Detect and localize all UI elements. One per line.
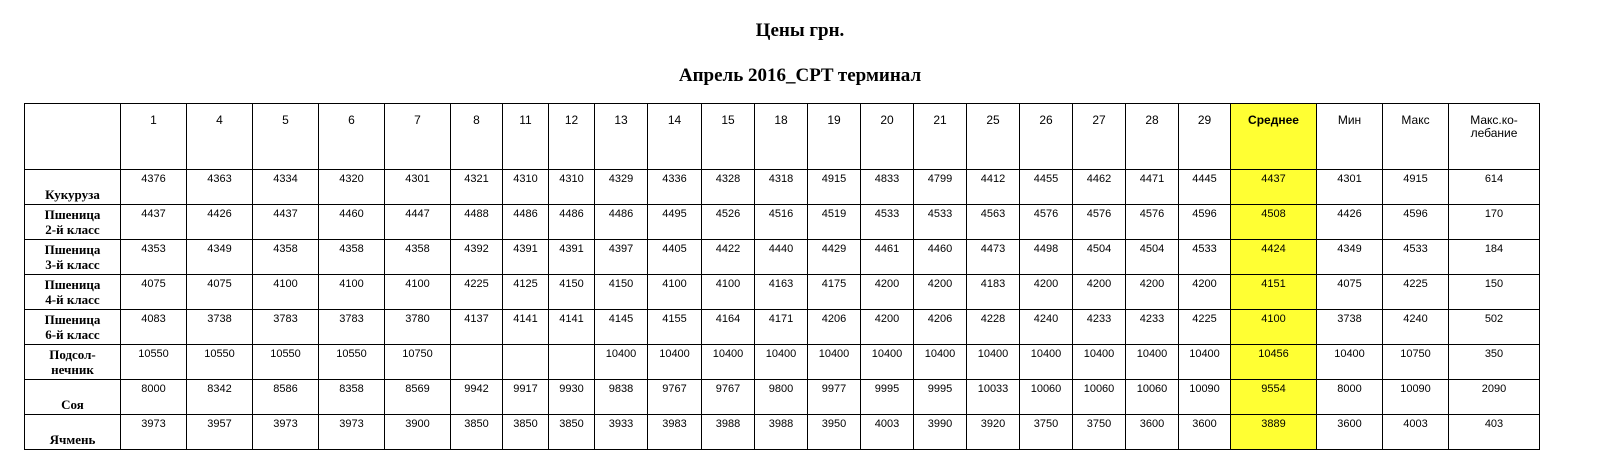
table-cell: 4310: [503, 170, 549, 205]
table-cell: 4422: [702, 240, 755, 275]
table-cell: 4376: [121, 170, 187, 205]
table-cell: 4504: [1126, 240, 1179, 275]
table-row: [25, 345, 1540, 380]
table-cell: 4516: [755, 205, 808, 240]
table-cell: 10750: [385, 345, 451, 380]
table-cell: 8000: [121, 380, 187, 415]
column-header: 26: [1020, 104, 1073, 170]
table-cell: 10090: [1179, 380, 1231, 415]
table-cell: 4460: [319, 205, 385, 240]
table-cell: 3850: [451, 415, 503, 450]
table-cell: 4141: [549, 310, 595, 345]
column-header: Среднее: [1231, 104, 1317, 170]
table-cell: 4397: [595, 240, 648, 275]
table-cell: 4310: [549, 170, 595, 205]
table-cell: 4437: [1231, 170, 1317, 205]
table-cell: 10090: [1383, 380, 1449, 415]
column-header: 21: [914, 104, 967, 170]
table-cell: 4175: [808, 275, 861, 310]
table-cell: 3780: [385, 310, 451, 345]
table-cell: 614: [1449, 170, 1540, 205]
table-cell: [451, 345, 503, 380]
table-cell: 4533: [914, 205, 967, 240]
table-cell: 4301: [1317, 170, 1383, 205]
table-cell: 4563: [967, 205, 1020, 240]
table-cell: [549, 345, 595, 380]
table-cell: 10400: [595, 345, 648, 380]
table-cell: 4486: [595, 205, 648, 240]
table-cell: 10400: [1020, 345, 1073, 380]
table-cell: 10400: [808, 345, 861, 380]
table-cell: 4100: [319, 275, 385, 310]
table-cell: 4429: [808, 240, 861, 275]
table-cell: 4392: [451, 240, 503, 275]
table-cell: 3973: [319, 415, 385, 450]
table-cell: 502: [1449, 310, 1540, 345]
table-cell: 8358: [319, 380, 385, 415]
table-cell: 3957: [187, 415, 253, 450]
table-cell: 4318: [755, 170, 808, 205]
table-cell: 4328: [702, 170, 755, 205]
table-cell: 4533: [861, 205, 914, 240]
table-cell: 4424: [1231, 240, 1317, 275]
table-cell: 10400: [967, 345, 1020, 380]
table-cell: 4321: [451, 170, 503, 205]
price-table: [24, 103, 1540, 450]
table-cell: 4447: [385, 205, 451, 240]
table-cell: 4200: [1073, 275, 1126, 310]
table-cell: 4462: [1073, 170, 1126, 205]
table-cell: 4486: [503, 205, 549, 240]
table-cell: 4498: [1020, 240, 1073, 275]
table-cell: 9767: [702, 380, 755, 415]
column-header: 13: [595, 104, 648, 170]
table-cell: 9554: [1231, 380, 1317, 415]
table-cell: 9838: [595, 380, 648, 415]
table-row: [25, 415, 1540, 450]
table-cell: 4426: [187, 205, 253, 240]
table-cell: 4233: [1126, 310, 1179, 345]
table-cell: 9942: [451, 380, 503, 415]
table-cell: 8569: [385, 380, 451, 415]
table-cell: 3738: [1317, 310, 1383, 345]
table-cell: 4576: [1020, 205, 1073, 240]
column-header: 11: [503, 104, 549, 170]
table-cell: 4486: [549, 205, 595, 240]
row-label: Соя: [25, 380, 121, 415]
table-cell: 4437: [121, 205, 187, 240]
table-cell: 4334: [253, 170, 319, 205]
column-header: 1: [121, 104, 187, 170]
table-cell: 4125: [503, 275, 549, 310]
table-cell: 4426: [1317, 205, 1383, 240]
table-cell: 4150: [595, 275, 648, 310]
column-header: 4: [187, 104, 253, 170]
table-cell: 4596: [1179, 205, 1231, 240]
table-cell: 4100: [385, 275, 451, 310]
table-row: [25, 170, 1540, 205]
table-cell: 10060: [1020, 380, 1073, 415]
table-cell: 4391: [549, 240, 595, 275]
table-corner-cell: [25, 104, 121, 170]
table-cell: 4833: [861, 170, 914, 205]
table-cell: 4576: [1073, 205, 1126, 240]
row-label: Ячмень: [25, 415, 121, 450]
table-cell: 9977: [808, 380, 861, 415]
column-header: Макс: [1383, 104, 1449, 170]
column-header: 14: [648, 104, 702, 170]
column-header: 12: [549, 104, 595, 170]
table-cell: 3973: [253, 415, 319, 450]
table-cell: 4363: [187, 170, 253, 205]
table-cell: 4473: [967, 240, 1020, 275]
column-header: 29: [1179, 104, 1231, 170]
table-cell: 10033: [967, 380, 1020, 415]
table-cell: 10400: [861, 345, 914, 380]
table-cell: 4504: [1073, 240, 1126, 275]
table-cell: 4075: [187, 275, 253, 310]
table-cell: 4320: [319, 170, 385, 205]
table-cell: 3750: [1073, 415, 1126, 450]
table-cell: 10060: [1126, 380, 1179, 415]
table-cell: 4240: [1383, 310, 1449, 345]
table-row: [25, 205, 1540, 240]
table-cell: 3600: [1317, 415, 1383, 450]
table-cell: 4358: [253, 240, 319, 275]
table-cell: 4353: [121, 240, 187, 275]
table-cell: 4003: [1383, 415, 1449, 450]
table-cell: 4171: [755, 310, 808, 345]
table-cell: 4915: [1383, 170, 1449, 205]
table-cell: 4164: [702, 310, 755, 345]
table-row: [25, 380, 1540, 415]
table-cell: 3738: [187, 310, 253, 345]
table-cell: 4461: [861, 240, 914, 275]
table-cell: 350: [1449, 345, 1540, 380]
table-cell: 4349: [1317, 240, 1383, 275]
table-cell: 4301: [385, 170, 451, 205]
table-cell: 4240: [1020, 310, 1073, 345]
table-cell: 4349: [187, 240, 253, 275]
page-title: Цены грн.: [755, 20, 845, 41]
table-cell: 3988: [702, 415, 755, 450]
column-header: 6: [319, 104, 385, 170]
column-header: 8: [451, 104, 503, 170]
table-row: [25, 275, 1540, 310]
table-cell: 3950: [808, 415, 861, 450]
table-cell: 10550: [187, 345, 253, 380]
table-cell: 403: [1449, 415, 1540, 450]
table-cell: 3600: [1126, 415, 1179, 450]
table-cell: 4233: [1073, 310, 1126, 345]
table-cell: 9767: [648, 380, 702, 415]
table-cell: 4488: [451, 205, 503, 240]
table-cell: 4358: [385, 240, 451, 275]
table-cell: 3850: [503, 415, 549, 450]
table-cell: 4440: [755, 240, 808, 275]
table-cell: 4460: [914, 240, 967, 275]
row-label: Пшеница 4-й класс: [25, 275, 121, 310]
table-cell: 4915: [808, 170, 861, 205]
table-cell: 10400: [755, 345, 808, 380]
row-label: Пшеница 3-й класс: [25, 240, 121, 275]
table-cell: 4183: [967, 275, 1020, 310]
table-cell: 4391: [503, 240, 549, 275]
table-cell: 4405: [648, 240, 702, 275]
table-cell: 4200: [1179, 275, 1231, 310]
table-cell: 4155: [648, 310, 702, 345]
table-cell: 3933: [595, 415, 648, 450]
table-cell: 3983: [648, 415, 702, 450]
table-row: [25, 240, 1540, 275]
table-cell: 4200: [914, 275, 967, 310]
table-cell: 4519: [808, 205, 861, 240]
column-header: 5: [253, 104, 319, 170]
table-cell: 4358: [319, 240, 385, 275]
table-cell: 4100: [702, 275, 755, 310]
table-header-row: [25, 104, 1540, 170]
table-cell: 4100: [1231, 310, 1317, 345]
table-cell: 184: [1449, 240, 1540, 275]
table-cell: [503, 345, 549, 380]
column-header: 20: [861, 104, 914, 170]
table-cell: 10456: [1231, 345, 1317, 380]
table-cell: 4151: [1231, 275, 1317, 310]
column-header: 25: [967, 104, 1020, 170]
table-cell: 10400: [648, 345, 702, 380]
table-row: [25, 310, 1540, 345]
table-cell: 3889: [1231, 415, 1317, 450]
table-cell: 4075: [1317, 275, 1383, 310]
table-cell: 10550: [253, 345, 319, 380]
table-cell: 4206: [808, 310, 861, 345]
table-cell: 3900: [385, 415, 451, 450]
table-cell: 4083: [121, 310, 187, 345]
row-label: Подсол- нечник: [25, 345, 121, 380]
table-cell: 9930: [549, 380, 595, 415]
table-cell: 4200: [861, 275, 914, 310]
table-cell: 9917: [503, 380, 549, 415]
table-cell: 4225: [1383, 275, 1449, 310]
table-cell: 4455: [1020, 170, 1073, 205]
table-cell: 3990: [914, 415, 967, 450]
table-cell: 10060: [1073, 380, 1126, 415]
page-subtitle: Апрель 2016_CPT терминал: [678, 65, 922, 86]
table-cell: 10400: [702, 345, 755, 380]
column-header: Мин: [1317, 104, 1383, 170]
table-cell: 150: [1449, 275, 1540, 310]
table-cell: 3783: [253, 310, 319, 345]
table-cell: 4150: [549, 275, 595, 310]
table-cell: 3750: [1020, 415, 1073, 450]
table-cell: 9995: [914, 380, 967, 415]
table-cell: 3850: [549, 415, 595, 450]
table-cell: 4228: [967, 310, 1020, 345]
table-cell: 4495: [648, 205, 702, 240]
table-cell: 2090: [1449, 380, 1540, 415]
table-cell: 10400: [914, 345, 967, 380]
column-header: Макс.ко- лебание: [1449, 104, 1540, 170]
table-cell: 4206: [914, 310, 967, 345]
table-cell: 4075: [121, 275, 187, 310]
table-cell: 4412: [967, 170, 1020, 205]
column-header: 28: [1126, 104, 1179, 170]
table-cell: 4200: [1126, 275, 1179, 310]
table-cell: 9995: [861, 380, 914, 415]
table-cell: 10400: [1317, 345, 1383, 380]
table-cell: 4329: [595, 170, 648, 205]
table-cell: 10550: [319, 345, 385, 380]
table-cell: 4163: [755, 275, 808, 310]
table-cell: 10750: [1383, 345, 1449, 380]
table-cell: 3600: [1179, 415, 1231, 450]
table-cell: 4508: [1231, 205, 1317, 240]
table-cell: 4100: [253, 275, 319, 310]
table-cell: 4145: [595, 310, 648, 345]
table-cell: 3783: [319, 310, 385, 345]
column-header: 7: [385, 104, 451, 170]
table-cell: 4141: [503, 310, 549, 345]
table-cell: 4445: [1179, 170, 1231, 205]
table-cell: 9800: [755, 380, 808, 415]
table-cell: 4471: [1126, 170, 1179, 205]
table-cell: 4200: [1020, 275, 1073, 310]
table-cell: 4200: [861, 310, 914, 345]
table-cell: 4100: [648, 275, 702, 310]
column-header: 15: [702, 104, 755, 170]
table-cell: 4799: [914, 170, 967, 205]
table-cell: 10400: [1126, 345, 1179, 380]
table-cell: 3973: [121, 415, 187, 450]
row-label: Пшеница 6-й класс: [25, 310, 121, 345]
table-cell: 4336: [648, 170, 702, 205]
table-cell: 4003: [861, 415, 914, 450]
column-header: 19: [808, 104, 861, 170]
table-cell: 3988: [755, 415, 808, 450]
table-cell: 8586: [253, 380, 319, 415]
table-cell: 4533: [1179, 240, 1231, 275]
table-cell: 170: [1449, 205, 1540, 240]
table-cell: 4596: [1383, 205, 1449, 240]
table-cell: 4137: [451, 310, 503, 345]
table-cell: 10400: [1073, 345, 1126, 380]
table-cell: 10400: [1179, 345, 1231, 380]
column-header: 18: [755, 104, 808, 170]
table-cell: 3920: [967, 415, 1020, 450]
table-cell: 8342: [187, 380, 253, 415]
table-cell: 4225: [451, 275, 503, 310]
table-cell: 4576: [1126, 205, 1179, 240]
row-label: Пшеница 2-й класс: [25, 205, 121, 240]
table-cell: 10550: [121, 345, 187, 380]
table-cell: 4526: [702, 205, 755, 240]
table-cell: 4437: [253, 205, 319, 240]
column-header: 27: [1073, 104, 1126, 170]
table-cell: 4533: [1383, 240, 1449, 275]
row-label: Кукуруза: [25, 170, 121, 205]
table-cell: 8000: [1317, 380, 1383, 415]
table-cell: 4225: [1179, 310, 1231, 345]
